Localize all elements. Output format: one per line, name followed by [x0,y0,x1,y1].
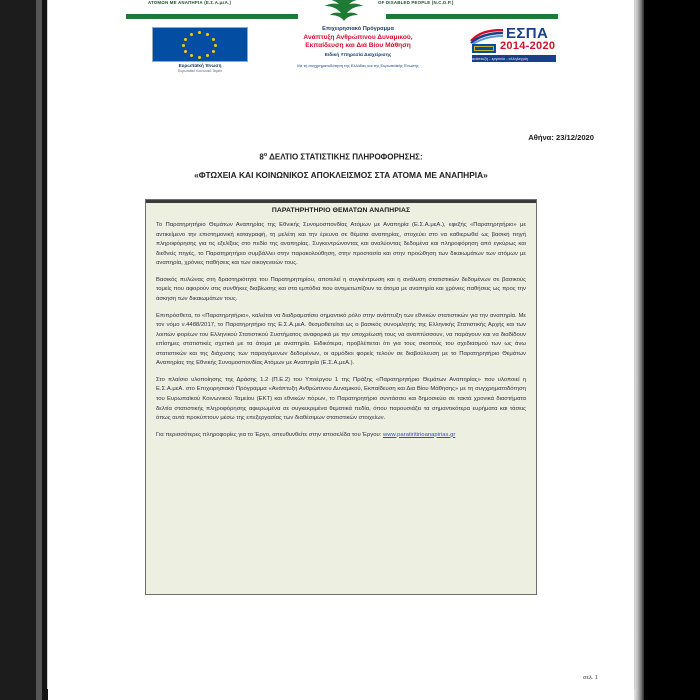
espa-years: 2014-2020 [500,40,556,52]
observatory-box-body [156,221,526,440]
page-title-ordinal-suffix: ο [263,152,268,158]
paragraph: Βασικός πυλώνας στη δραστηριότητα του Παρατηρητηρίου, αποτελεί η συγκέντρωση και η ανάλυση στατιστικών δεδομένων σε βασικούς τομείς που αφορούν στις συνθήκες διαβίωσης και στα εμπόδια που αντιμετωπίζουν τα άτομα με αναπηρία και χρόνιες παθήσεις ως προς την άσκηση των δικαιωμάτων τους. [156,276,526,302]
letterhead [48,0,634,22]
observatory-info-box [145,199,537,595]
espa-tagline-bar [472,55,556,62]
eu-logo-caption-main: Ευρωπαϊκή Ένωση [178,63,222,68]
page-left-edge [36,0,42,700]
letterhead-caption-right: OF DISABLED PEOPLE (N.C.D.P.) [378,0,454,5]
eu-logo-caption-sub: Ευρωπαϊκό Κοινωνικό Ταμείο [178,68,222,73]
eu-logo-caption [153,63,247,73]
espa-tagline: ανάπτυξη - εργασία - αλληλεγγύη [472,56,529,61]
document-date: Αθήνα: 23/12/2020 [528,133,594,142]
operational-programme-logo [260,26,456,68]
project-website-link[interactable]: www.paratiritirioanapirias.gr [383,431,456,438]
espa-wordmark: ΕΣΠΑ [506,25,549,42]
op-line-2: Ανάπτυξη Ανθρώπινου Δυναμικού, [303,33,413,41]
vertical-scrollbar[interactable] [634,0,644,700]
eu-flag-icon [153,28,247,61]
closing-paragraph [156,431,526,441]
espa-logo [468,27,558,63]
op-line-5: Με τη συγχρηματοδότηση της Ελλάδας και της Ευρωπαϊκής Ένωσης [297,62,419,68]
op-line-4: Ειδική Υπηρεσία Διαχείρισης [324,53,392,59]
paragraph: Το Παρατηρητήριο Θεμάτων Αναπηρίας της Εθνικής Συνομοσπονδίας Ατόμων με Αναπηρία (Ε.Σ.Α.μεΑ.), εφεξής «Παρατηρητήριο» με αντικείμενο την επιστημονική καταγραφή, τη μελέτη και την έρευνα σε θέματα αναπηρίας, στοχεύει στο να καθιερωθεί ως βασική πηγή πληροφόρησης για τις εξελίξεις στο πεδίο της αναπηρίας. Συγκεντρώνοντας και αναλύοντας δεδομένα και πληροφόρηση από εγκύρως και διεθνείς πηγές, το Παρατηρητήριο συμβάλλει στην παρακολούθηση, στην προστασία και στην προώθηση των δικαιωμάτων των ατόμων με αναπηρία, χρόνιες παθήσεις και των οικογενειών τους. [156,222,526,267]
page-title-number: 8 [259,152,264,162]
eagle-emblem-icon [316,0,372,20]
viewer-right-gutter[interactable] [634,0,700,700]
header-rule-left [126,14,298,19]
document-page [48,0,634,688]
paragraph: Επιπρόσθετα, το «Παρατηρητήριο», καλείται να διαδραματίσει σημαντικό ρόλο στην ανάπτυξη των εθνικών στατιστικών για την αναπηρία. Με τον νόμο ν.4488/2017, το Παρατηρητήριο της Ε.Σ.Α.μεΑ. θεσμοθετείται ως ο βασικός συνομιλητής της Ελληνικής Στατιστικής Αρχής και των λοιπών φορέων του Ελληνικού Στατιστικού Συστήματος αναφορικά με την υποχρέωσή τους να αναπτύσσουν, να παράγουν και να διαδίδουν επίσημες στατιστικές σχετικά με τα άτομα με αναπηρία. Ειδικότερα, προβλέπεται ότι για τους σκοπούς του σχεδιασμού των ως άνω στατιστικών και της διάχυσης των παραγόμενων δεδομένων, οι αρμόδιοι φορείς τελούν σε διαβούλευση με το Παρατηρητήριο Θεμάτων Αναπηρίας της Εθνικής Συνομοσπονδίας Ατόμων με Αναπηρία (Ε.Σ.Α.μεΑ.). [156,312,526,367]
espa-mini-flag-icon [472,44,496,53]
closing-text: Για περισσότερες πληροφορίες για το Έργο, απευθυνθείτε στην ιστοσελίδα του Έργου: [156,431,382,438]
letterhead-caption-left: ΑΤΟΜΩΝ ΜΕ ΑΝΑΠΗΡΙΑ (Ε.Σ.Α.μεΑ.) [148,0,232,5]
funding-logos [48,24,634,78]
espa-swoosh-icon [470,29,504,44]
observatory-box-heading: ΠΑΡΑΤΗΡΗΤΗΡΙΟ ΘΕΜΑΤΩΝ ΑΝΑΠΗΡΙΑΣ [271,207,411,214]
page-title-rest: ΔΕΛΤΙΟ ΣΤΑΤΙΣΤΙΚΗΣ ΠΛΗΡΟΦΟΡΗΣΗΣ: [267,152,423,162]
page-title [48,152,634,162]
page-bottom-margin [48,688,634,700]
page-subtitle: «ΦΤΩΧΕΙΑ ΚΑΙ ΚΟΙΝΩΝΙΚΟΣ ΑΠΟΚΛΕΙΣΜΟΣ ΣΤΑ ΑΤΟΜΑ ΜΕ ΑΝΑΠΗΡΙΑ» [194,170,488,180]
header-rule-right [386,14,558,19]
viewer-left-gutter [0,0,42,700]
paragraph: Στο πλαίσιο υλοποίησης της Δράσης 1.2 (Π.Ε.2) του Υποέργου 1 της Πράξης «Παρατηρητήριο Θεμάτων Αναπηρίας» που υλοποιεί η Ε.Σ.Α.μεΑ. στο Επιχειρησιακό Πρόγραμμα «Ανάπτυξη Ανθρώπινου Δυναμικού, Εκπαίδευση και Δια Βίου Μάθησης» με τη συγχρηματοδότηση του Ευρωπαϊκού Κοινωνικού Ταμείου (ΕΚΤ) και εθνικών πόρων, το Παρατηρητήριο συντάσσει και δημοσιεύει σε τακτά χρονικά διαστήματα δελτία στατιστικής πληροφόρησης αφιερωμένα σε συγκεκριμένα θεματικά πεδία, όπου παρουσιάζει τα σημαντικότερα ευρήματα και τάσεις όπως αυτά προκύπτουν μέσω της επεξεργασίας των διαθέσιμων στατιστικών στοιχείων. [156,376,526,422]
op-line-1: Επιχειρησιακό Πρόγραμμα [322,26,394,32]
page-number-footer: σελ. 1 [583,675,598,681]
op-line-3: Εκπαίδευση και Διά Βίου Μάθηση [305,42,411,50]
